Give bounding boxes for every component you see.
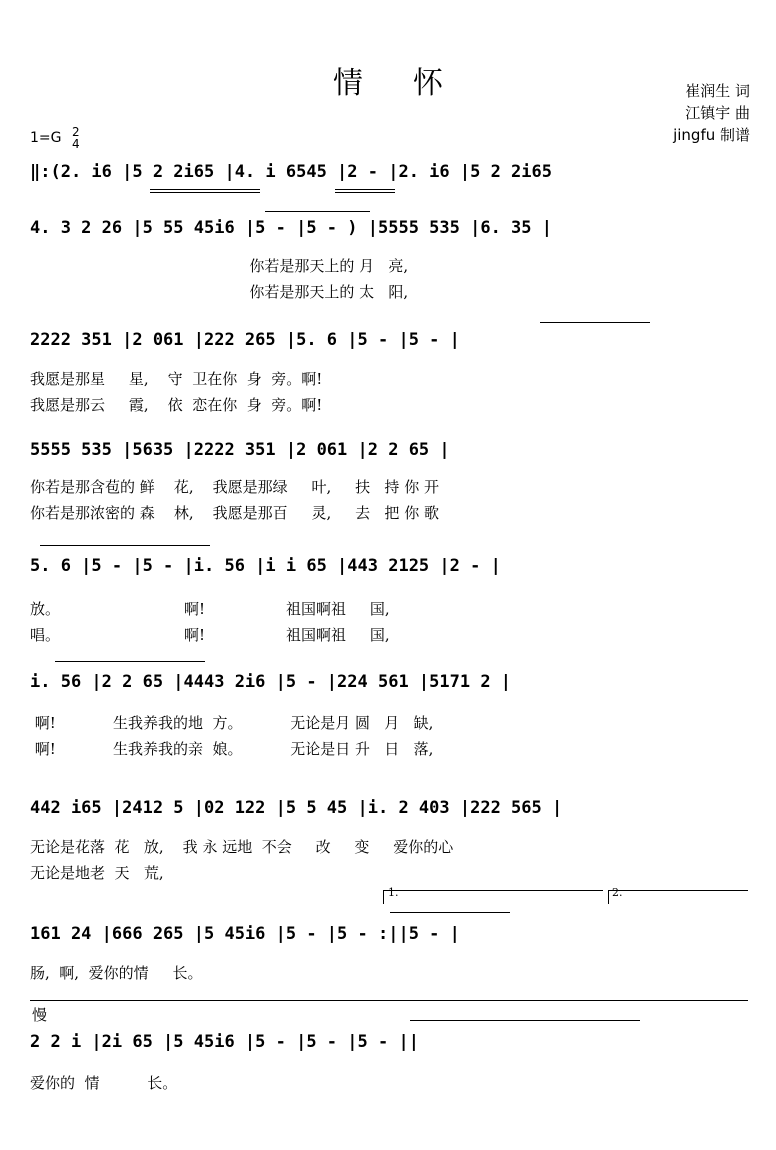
lyric-5-verse-2: 唱。 啊! 祖国啊祖 国, bbox=[30, 626, 390, 644]
staff-line-8: 161 24 |666 265 |5 45i6 |5 - |5 - :||5 - | bbox=[30, 924, 460, 944]
staff-line-6: i. 56 |2 2 65 |4443 2i6 |5 - |224 561 |5171 2 | bbox=[30, 672, 512, 692]
key-text: 1=G bbox=[30, 130, 62, 146]
lyricist-credit: 崔润生 词 bbox=[685, 82, 750, 100]
lyric-7-verse-2: 无论是地老 天 荒, bbox=[30, 864, 164, 882]
staff-line-5: 5. 6 |5 - |5 - |i. 56 |i i 65 |443 2125 |2 - | bbox=[30, 556, 501, 576]
staff-line-2: 4. 3 2 26 |5 55 45i6 |5 - |5 - ) |5555 535 |6. 35 | bbox=[30, 218, 552, 238]
staff-line-3: 2222 351 |2 061 |222 265 |5. 6 |5 - |5 - | bbox=[30, 330, 460, 350]
volta-second: 2. bbox=[612, 886, 623, 899]
time-bottom: 4 bbox=[71, 137, 80, 151]
staff-line-7: 442 i65 |2412 5 |02 122 |5 5 45 |i. 2 403 |222 565 | bbox=[30, 798, 563, 818]
lyric-9: 爱你的 情 长。 bbox=[30, 1074, 178, 1092]
transcriber-credit: jingfu 制谱 bbox=[673, 126, 750, 144]
lyric-8: 肠, 啊, 爱你的情 长。 bbox=[30, 964, 203, 982]
lyric-3-verse-2: 我愿是那云 霞, 依 恋在你 身 旁。啊! bbox=[30, 396, 323, 414]
lyric-3-verse-1: 我愿是那星 星, 守 卫在你 身 旁。啊! bbox=[30, 370, 323, 388]
lyric-4-verse-2: 你若是那浓密的 森 林, 我愿是那百 灵, 去 把 你 歌 bbox=[30, 504, 439, 522]
key-signature bbox=[30, 126, 80, 150]
volta-first: 1. bbox=[388, 886, 399, 899]
lyric-5-verse-1: 放。 啊! 祖国啊祖 国, bbox=[30, 600, 390, 618]
composer-credit: 江镇宇 曲 bbox=[685, 104, 750, 122]
lyric-6-verse-1: 啊! 生我养我的地 方。 无论是月 圆 月 缺, bbox=[30, 714, 434, 732]
lyric-2-verse-1: 你若是那天上的 月 亮, bbox=[30, 257, 409, 275]
staff-line-9: 2 2 i |2i 65 |5 45i6 |5 - |5 - |5 - || bbox=[30, 1032, 419, 1052]
song-title bbox=[0, 58, 776, 102]
staff-line-4: 5555 535 |5635 |2222 351 |2 061 |2 2 65 | bbox=[30, 440, 450, 460]
lyric-6-verse-2: 啊! 生我养我的亲 娘。 无论是日 升 日 落, bbox=[30, 740, 434, 758]
time-top: 2 bbox=[71, 125, 80, 139]
staff-line-1: ‖:(2. i6 |5 2 2i65 |4. i 6545 |2 - |2. i6 |5 2 2i65 bbox=[30, 162, 552, 182]
lyric-2-verse-2: 你若是那天上的 太 阳, bbox=[30, 283, 409, 301]
lyric-4-verse-1: 你若是那含苞的 鲜 花, 我愿是那绿 叶, 扶 持 你 开 bbox=[30, 478, 439, 496]
title-char-2: 怀 bbox=[413, 66, 443, 101]
time-signature bbox=[72, 126, 80, 150]
title-char-1: 情 bbox=[333, 66, 363, 101]
tempo-marking: 慢 bbox=[32, 1006, 48, 1024]
lyric-7-verse-1: 无论是花落 花 放, 我 永 远地 不会 改 变 爱你的心 bbox=[30, 838, 454, 856]
